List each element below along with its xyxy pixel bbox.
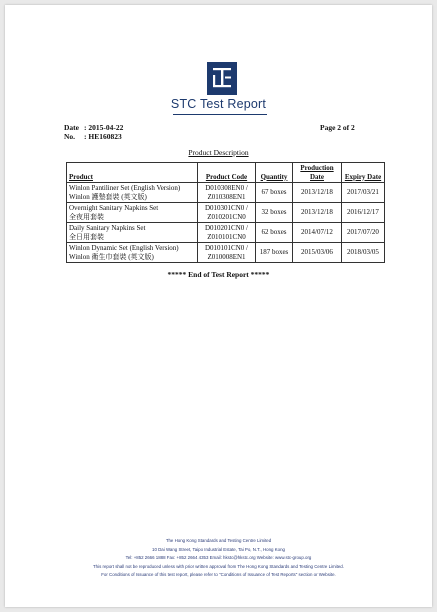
column-header-expiry-date: Expiry Date bbox=[342, 163, 385, 183]
report-number-label: No. bbox=[64, 132, 76, 141]
expiry-date-cell: 2017/03/21 bbox=[342, 183, 385, 203]
report-number-row bbox=[64, 132, 123, 141]
product-cell: Winlon Dynamic Set (English Version) Winlon 衛生巾套裝 (英文版) bbox=[67, 243, 198, 263]
product-code-cell: D010301CN0 / Z010201CN0 bbox=[198, 203, 256, 223]
report-page bbox=[5, 5, 432, 607]
footer-conditions-notice: For Conditions of Issuance of this test report, please refer to "Conditions of Issuance of Test Reports" section or Website. bbox=[101, 572, 336, 578]
quantity-cell: 187 boxes bbox=[256, 243, 293, 263]
product-table bbox=[66, 162, 385, 263]
date-label: Date bbox=[64, 123, 79, 132]
date-row bbox=[64, 123, 123, 132]
footer-address: 10 Dai Wang Street, Taipo Industrial Estate, Tai Po, N.T., Hong Kong bbox=[152, 546, 285, 552]
title-divider bbox=[173, 114, 267, 115]
product-cell: Winlon Pantiliner Set (English Version) Winlon 護墊套裝 (英文版) bbox=[67, 183, 198, 203]
expiry-date-cell: 2017/07/20 bbox=[342, 223, 385, 243]
column-header-product-code: Product Code bbox=[198, 163, 256, 183]
product-code-cell: D010308EN0 / Z010308EN1 bbox=[198, 183, 256, 203]
report-number-value: : HE160823 bbox=[84, 132, 122, 141]
report-meta bbox=[64, 123, 123, 141]
table-row bbox=[67, 183, 385, 203]
quantity-cell: 62 boxes bbox=[256, 223, 293, 243]
footer-contact: Tel: +852 2666 1888 Fax: +852 2664 4353 Email: hkstc@hkstc.org Website: www.stc-group.org bbox=[125, 555, 312, 561]
column-header-product: Product bbox=[67, 163, 198, 183]
production-date-cell: 2013/12/18 bbox=[293, 183, 342, 203]
production-date-cell: 2014/07/12 bbox=[293, 223, 342, 243]
quantity-cell: 32 boxes bbox=[256, 203, 293, 223]
quantity-cell: 67 boxes bbox=[256, 183, 293, 203]
footer-reproduction-notice: This report shall not be reproduced unless with prior written approval from The Hong Kong Standards and Testing Centre Limited. bbox=[93, 563, 344, 569]
stc-logo-icon bbox=[207, 62, 237, 95]
table-row bbox=[67, 223, 385, 243]
date-value: : 2015-04-22 bbox=[84, 123, 124, 132]
section-title: Product Description bbox=[188, 148, 249, 157]
product-cell: Overnight Sanitary Napkins Set 全夜用套裝 bbox=[67, 203, 198, 223]
footer bbox=[5, 537, 432, 580]
product-code-cell: D010101CN0 / Z010008EN1 bbox=[198, 243, 256, 263]
column-header-quantity: Quantity bbox=[256, 163, 293, 183]
report-title: STC Test Report bbox=[170, 97, 267, 111]
product-cell: Daily Sanitary Napkins Set 全日用套裝 bbox=[67, 223, 198, 243]
table-row bbox=[67, 243, 385, 263]
column-header-production-date: Production Date bbox=[293, 163, 342, 183]
page-number: Page 2 of 2 bbox=[320, 123, 355, 132]
table-row bbox=[67, 203, 385, 223]
footer-company: The Hong Kong Standards and Testing Centre Limited bbox=[165, 538, 272, 543]
expiry-date-cell: 2016/12/17 bbox=[342, 203, 385, 223]
expiry-date-cell: 2018/03/05 bbox=[342, 243, 385, 263]
product-code-cell: D010201CN0 / Z010101CN0 bbox=[198, 223, 256, 243]
production-date-cell: 2015/03/06 bbox=[293, 243, 342, 263]
table-header-row bbox=[67, 163, 385, 183]
end-of-report: ***** End of Test Report ***** bbox=[167, 270, 270, 279]
production-date-cell: 2013/12/18 bbox=[293, 203, 342, 223]
